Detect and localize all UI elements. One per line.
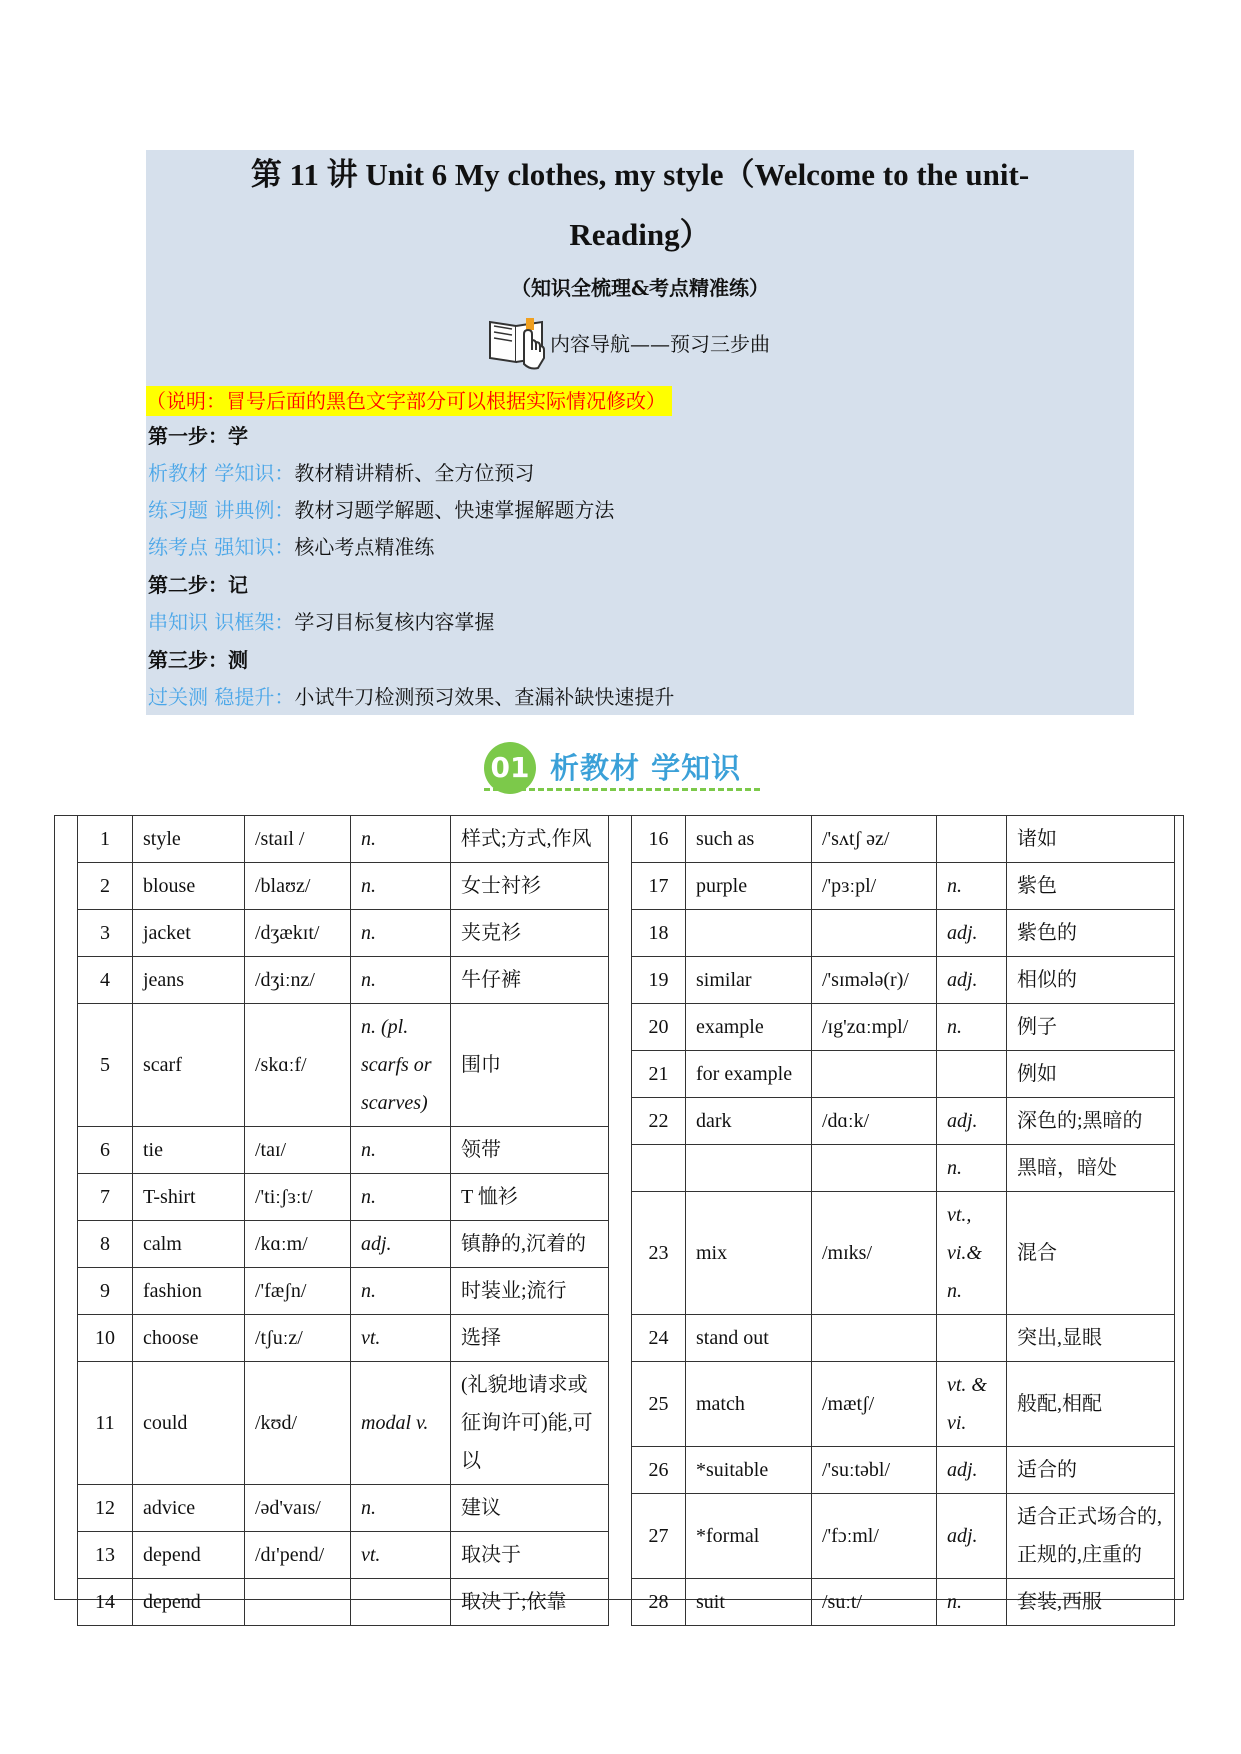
vocab-word: blouse	[133, 863, 245, 910]
step-item-desc: 教材习题学解题、快速掌握解题方法	[294, 498, 615, 522]
vocab-meaning: 适合的	[1007, 1447, 1175, 1494]
vocab-phonetic: /'pɜːpl/	[812, 863, 937, 910]
vocab-row	[632, 863, 1175, 910]
vocab-phonetic	[812, 1315, 937, 1362]
step-item-label: 练考点 强知识：	[148, 535, 295, 559]
vocab-number: 27	[632, 1494, 686, 1579]
vocab-meaning: (礼貌地请求或征询许可)能,可以	[451, 1362, 609, 1485]
vocab-row	[632, 1145, 1175, 1192]
vocab-word: tie	[133, 1127, 245, 1174]
vocab-table-right	[631, 815, 1175, 1626]
vocab-part-of-speech: adj.	[937, 1098, 1007, 1145]
step2-item	[148, 607, 494, 637]
vocab-meaning: 突出,显眼	[1007, 1315, 1175, 1362]
vocab-word: for example	[686, 1051, 812, 1098]
vocab-phonetic: /'tiːʃɜːt/	[245, 1174, 351, 1221]
vocab-word: suit	[686, 1579, 812, 1626]
step-item-label: 练习题 讲典例：	[148, 498, 295, 522]
vocab-phonetic: /'fæʃn/	[245, 1268, 351, 1315]
vocab-part-of-speech: adj.	[351, 1221, 451, 1268]
vocab-part-of-speech: n.	[937, 863, 1007, 910]
content-navigation	[486, 312, 770, 372]
vocab-meaning: 适合正式场合的,正规的,庄重的	[1007, 1494, 1175, 1579]
vocab-row	[632, 1579, 1175, 1626]
vocab-row	[78, 1268, 609, 1315]
vocab-meaning: T 恤衫	[451, 1174, 609, 1221]
vocab-word: purple	[686, 863, 812, 910]
vocab-word: could	[133, 1362, 245, 1485]
step-item-desc: 教材精讲精析、全方位预习	[294, 461, 535, 485]
vocab-number: 12	[78, 1485, 133, 1532]
vocab-number: 9	[78, 1268, 133, 1315]
step3-title: 第三步：测	[148, 648, 248, 672]
vocab-number: 24	[632, 1315, 686, 1362]
vocab-number: 11	[78, 1362, 133, 1485]
vocab-row	[78, 1485, 609, 1532]
vocab-phonetic	[245, 1579, 351, 1626]
vocab-meaning: 取决于	[451, 1532, 609, 1579]
vocab-phonetic	[812, 910, 937, 957]
vocab-meaning: 紫色	[1007, 863, 1175, 910]
vocab-number: 28	[632, 1579, 686, 1626]
vocab-part-of-speech: n.	[351, 1174, 451, 1221]
vocab-meaning: 选择	[451, 1315, 609, 1362]
vocab-row	[632, 1315, 1175, 1362]
vocab-part-of-speech: adj.	[937, 1494, 1007, 1579]
vocab-part-of-speech: vt., vi.& n.	[937, 1192, 1007, 1315]
vocab-row	[78, 1127, 609, 1174]
vocab-row	[632, 1098, 1175, 1145]
vocab-number: 21	[632, 1051, 686, 1098]
step3-item	[148, 682, 674, 712]
vocab-number: 20	[632, 1004, 686, 1051]
vocab-meaning: 混合	[1007, 1192, 1175, 1315]
vocab-word: such as	[686, 816, 812, 863]
vocab-row	[632, 1494, 1175, 1579]
vocab-number: 25	[632, 1362, 686, 1447]
vocab-word: choose	[133, 1315, 245, 1362]
vocab-phonetic: /ɪg'zɑːmpl/	[812, 1004, 937, 1051]
vocab-phonetic: /dʒiːnz/	[245, 957, 351, 1004]
vocab-word: depend	[133, 1532, 245, 1579]
vocab-row	[632, 1447, 1175, 1494]
vocab-row	[632, 1362, 1175, 1447]
vocab-word: scarf	[133, 1004, 245, 1127]
vocab-row	[78, 1174, 609, 1221]
vocab-meaning: 深色的;黑暗的	[1007, 1098, 1175, 1145]
vocab-part-of-speech: n.	[937, 1579, 1007, 1626]
vocab-number: 1	[78, 816, 133, 863]
vocab-meaning: 例如	[1007, 1051, 1175, 1098]
vocab-row	[78, 1579, 609, 1626]
vocab-part-of-speech	[937, 1051, 1007, 1098]
vocab-meaning: 镇静的,沉着的	[451, 1221, 609, 1268]
vocab-row	[78, 863, 609, 910]
vocab-row	[78, 816, 609, 863]
vocab-phonetic: /əd'vaɪs/	[245, 1485, 351, 1532]
vocab-part-of-speech: adj.	[937, 957, 1007, 1004]
vocab-part-of-speech: n.	[351, 863, 451, 910]
vocab-phonetic: /blaʊz/	[245, 863, 351, 910]
vocab-number: 19	[632, 957, 686, 1004]
vocab-row	[78, 957, 609, 1004]
vocab-row	[632, 957, 1175, 1004]
vocab-number: 18	[632, 910, 686, 957]
vocab-row	[78, 1004, 609, 1127]
page-title-line2: Reading）	[569, 217, 711, 252]
vocab-number: 2	[78, 863, 133, 910]
vocab-phonetic	[812, 1145, 937, 1192]
vocab-meaning: 女士衬衫	[451, 863, 609, 910]
vocab-row	[632, 1192, 1175, 1315]
section-underline	[484, 788, 760, 791]
vocab-part-of-speech: vt. & vi.	[937, 1362, 1007, 1447]
vocab-row	[632, 816, 1175, 863]
vocab-meaning: 般配,相配	[1007, 1362, 1175, 1447]
vocab-number: 10	[78, 1315, 133, 1362]
step1-item	[148, 495, 614, 525]
vocab-phonetic: /kʊd/	[245, 1362, 351, 1485]
vocab-part-of-speech: n.	[937, 1004, 1007, 1051]
vocab-number: 13	[78, 1532, 133, 1579]
vocab-phonetic: /kɑːm/	[245, 1221, 351, 1268]
vocab-word: stand out	[686, 1315, 812, 1362]
vocab-number: 8	[78, 1221, 133, 1268]
vocab-number: 23	[632, 1192, 686, 1315]
vocab-part-of-speech	[351, 1579, 451, 1626]
vocab-row	[78, 1315, 609, 1362]
vocab-word: style	[133, 816, 245, 863]
vocab-row	[78, 910, 609, 957]
vocab-part-of-speech: vt.	[351, 1315, 451, 1362]
vocab-number: 6	[78, 1127, 133, 1174]
vocab-part-of-speech: modal v.	[351, 1362, 451, 1485]
vocab-meaning: 样式;方式,作风	[451, 816, 609, 863]
vocab-number: 7	[78, 1174, 133, 1221]
section-number: 01	[484, 742, 536, 794]
vocab-part-of-speech	[937, 1315, 1007, 1362]
vocab-phonetic: /dʒækɪt/	[245, 910, 351, 957]
vocab-row	[78, 1532, 609, 1579]
vocab-part-of-speech: n.	[351, 816, 451, 863]
vocab-phonetic: /dɑːk/	[812, 1098, 937, 1145]
vocab-word: depend	[133, 1579, 245, 1626]
vocab-number: 22	[632, 1098, 686, 1145]
vocab-word: example	[686, 1004, 812, 1051]
vocab-part-of-speech: n.	[937, 1145, 1007, 1192]
vocab-phonetic: /mɪks/	[812, 1192, 937, 1315]
vocab-word: *suitable	[686, 1447, 812, 1494]
vocab-part-of-speech: n.	[351, 1127, 451, 1174]
vocab-word: similar	[686, 957, 812, 1004]
vocab-word	[686, 910, 812, 957]
vocab-phonetic: /staɪl /	[245, 816, 351, 863]
step-item-desc: 核心考点精准练	[294, 535, 435, 559]
vocab-phonetic: /'sɪmələ(r)/	[812, 957, 937, 1004]
step-item-label: 析教材 学知识：	[148, 461, 295, 485]
vocab-part-of-speech: adj.	[937, 1447, 1007, 1494]
vocab-phonetic: /tʃuːz/	[245, 1315, 351, 1362]
step-item-label: 串知识 识框架：	[148, 610, 295, 634]
section-title: 析教材 学知识	[550, 751, 742, 785]
vocab-meaning: 取决于;依靠	[451, 1579, 609, 1626]
step1-item	[148, 532, 434, 562]
vocab-phonetic: /skɑːf/	[245, 1004, 351, 1127]
vocab-meaning: 围巾	[451, 1004, 609, 1127]
step-item-desc: 学习目标复核内容掌握	[294, 610, 495, 634]
vocab-part-of-speech	[937, 816, 1007, 863]
vocab-number: 14	[78, 1579, 133, 1626]
book-hand-icon	[486, 312, 550, 372]
vocab-phonetic: /'fɔːml/	[812, 1494, 937, 1579]
page-title-line1: 第 11 讲 Unit 6 My clothes, my style（Welcome to the unit-	[250, 157, 1030, 192]
vocab-row	[632, 910, 1175, 957]
vocab-meaning: 领带	[451, 1127, 609, 1174]
vocab-word: *formal	[686, 1494, 812, 1579]
vocab-word: match	[686, 1362, 812, 1447]
vocab-meaning: 黑暗，暗处	[1007, 1145, 1175, 1192]
vocab-phonetic: /mætʃ/	[812, 1362, 937, 1447]
vocab-meaning: 套装,西服	[1007, 1579, 1175, 1626]
vocab-row	[632, 1051, 1175, 1098]
vocab-row	[78, 1362, 609, 1485]
step-item-label: 过关测 稳提升：	[148, 685, 295, 709]
vocab-meaning: 夹克衫	[451, 910, 609, 957]
vocab-number: 5	[78, 1004, 133, 1127]
vocab-meaning: 时装业;流行	[451, 1268, 609, 1315]
vocab-meaning: 例子	[1007, 1004, 1175, 1051]
vocab-number: 17	[632, 863, 686, 910]
step2-title: 第二步：记	[148, 573, 248, 597]
vocab-meaning: 建议	[451, 1485, 609, 1532]
vocab-phonetic: /dɪ'pend/	[245, 1532, 351, 1579]
nav-text: 内容导航——预习三步曲	[550, 331, 770, 356]
vocab-number: 26	[632, 1447, 686, 1494]
vocab-part-of-speech: n. (pl. scarfs or scarves)	[351, 1004, 451, 1127]
vocab-word: T-shirt	[133, 1174, 245, 1221]
vocab-part-of-speech: n.	[351, 910, 451, 957]
vocab-part-of-speech: adj.	[937, 910, 1007, 957]
vocab-number: 4	[78, 957, 133, 1004]
page-subtitle: （知识全梳理&考点精准练）	[510, 276, 770, 300]
step-item-desc: 小试牛刀检测预习效果、查漏补缺快速提升	[294, 685, 675, 709]
vocab-word: jacket	[133, 910, 245, 957]
vocab-word: fashion	[133, 1268, 245, 1315]
vocab-meaning: 紫色的	[1007, 910, 1175, 957]
vocab-part-of-speech: vt.	[351, 1532, 451, 1579]
vocab-meaning: 诸如	[1007, 816, 1175, 863]
vocab-table-left	[77, 815, 609, 1626]
vocab-phonetic: /'sʌtʃ əz/	[812, 816, 937, 863]
step1-title: 第一步：学	[148, 424, 248, 448]
vocab-word: mix	[686, 1192, 812, 1315]
vocab-meaning: 牛仔裤	[451, 957, 609, 1004]
vocab-row	[78, 1221, 609, 1268]
instruction-note: （说明：冒号后面的黑色文字部分可以根据实际情况修改）	[146, 386, 672, 416]
vocab-meaning: 相似的	[1007, 957, 1175, 1004]
vocab-number: 16	[632, 816, 686, 863]
vocab-word: advice	[133, 1485, 245, 1532]
vocab-row	[632, 1004, 1175, 1051]
vocab-part-of-speech: n.	[351, 1268, 451, 1315]
vocab-number	[632, 1145, 686, 1192]
vocab-phonetic: /taɪ/	[245, 1127, 351, 1174]
vocab-part-of-speech: n.	[351, 1485, 451, 1532]
vocab-word	[686, 1145, 812, 1192]
vocab-phonetic: /'suːtəbl/	[812, 1447, 937, 1494]
vocab-phonetic: /suːt/	[812, 1579, 937, 1626]
step1-item	[148, 458, 534, 488]
section-heading	[484, 742, 760, 796]
vocab-word: calm	[133, 1221, 245, 1268]
vocab-part-of-speech: n.	[351, 957, 451, 1004]
vocab-word: dark	[686, 1098, 812, 1145]
vocab-word: jeans	[133, 957, 245, 1004]
vocab-phonetic	[812, 1051, 937, 1098]
vocab-number: 3	[78, 910, 133, 957]
